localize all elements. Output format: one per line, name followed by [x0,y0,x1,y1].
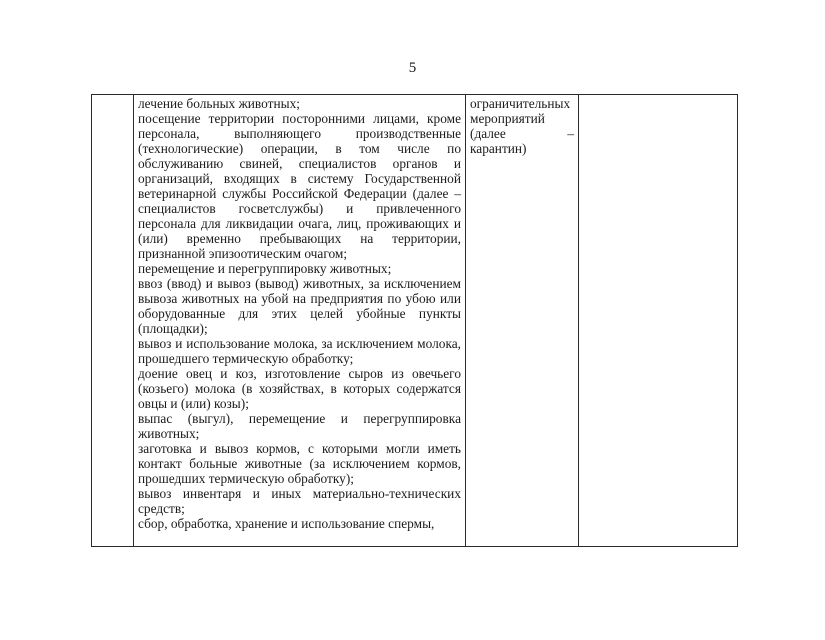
measure-item: вывоз инвентаря и иных материально-технических средств; [138,486,461,516]
measure-item: лечение больных животных; [138,96,300,111]
notes-text [466,95,578,156]
table-cell-notes [466,95,579,547]
table-cell-measures [134,95,466,547]
page-number: 5 [408,60,417,76]
notes-line: мероприятий [470,111,545,126]
extra-cell-text [579,95,737,96]
measure-item: ввоз (ввод) и вывоз (вывод) животных, за исключением вывоза животных на убой на предприятия по убою или оборудованные для этих целей убойные пункты (площадки); [138,276,461,336]
notes-line: ограничительных [470,96,571,111]
table-cell-extra [579,95,738,547]
notes-line: карантин) [470,141,527,156]
measure-item: вывоз и использование молока, за исключением молока, прошедшего термическую обработку; [138,336,461,366]
number-cell-text [92,95,133,96]
measure-item: сбор, обработка, хранение и использование спермы, [138,516,435,531]
table-cell-number [92,95,134,547]
measure-item: доение овец и коз, изготовление сыров из овечьего (козьего) молока (в хозяйствах, в которых содержатся овцы и (или) козы); [138,366,461,411]
measures-list [134,95,465,531]
notes-line: (далее – [470,126,574,141]
table-row [92,95,738,547]
measure-item: заготовка и вывоз кормов, с которыми могли иметь контакт больные животные (за исключением кормов, прошедших термическую обработку); [138,441,461,486]
measure-item: перемещение и перегруппировку животных; [138,261,392,276]
measures-table [91,94,738,547]
measure-item: посещение территории посторонними лицами, кроме персонала, выполняющего производственные (технологические) операции, в том числе по обслуживанию свиней, специалистов органов и организаций, входящих в систему Государственной ветеринарной службы Российской Федерации (далее – специалистов госветслужбы) и привлеченного персонала для ликвидации очага, лиц, проживающих и (или) временно пребывающих на территории, признанной эпизоотическим очагом; [138,111,461,261]
measure-item: выпас (выгул), перемещение и перегруппировка животных; [138,411,461,441]
